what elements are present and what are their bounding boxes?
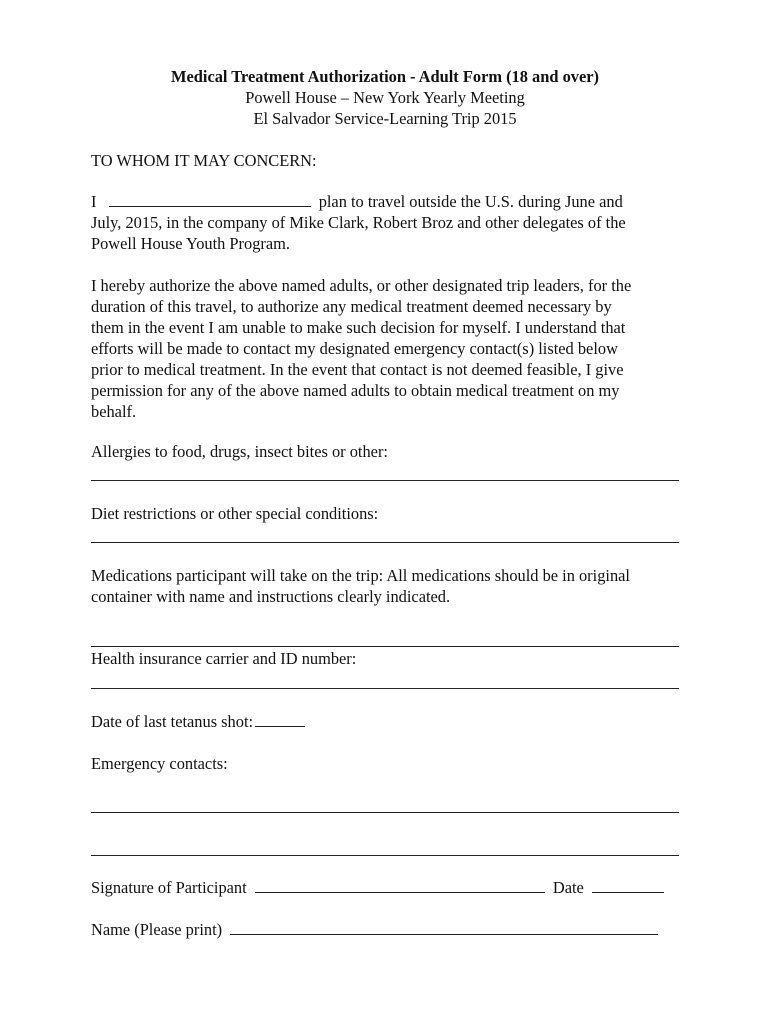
authorization-line: I hereby authorize the above named adults, or other designated trip leaders, for the: [91, 276, 632, 295]
trip-line: El Salvador Service-Learning Trip 2015: [253, 109, 517, 128]
allergies-line[interactable]: [91, 480, 679, 481]
authorization-line: efforts will be made to contact my designated emergency contact(s) listed below: [91, 339, 618, 358]
tetanus-row: [91, 711, 305, 732]
intro-paragraph: [91, 191, 691, 254]
intro-line-1-rest: plan to travel outside the U.S. during June and: [318, 192, 623, 211]
emergency-contact-line[interactable]: [91, 812, 679, 813]
authorization-line: them in the event I am unable to make such decision for myself. I understand that: [91, 318, 626, 337]
form-title: Medical Treatment Authorization - Adult Form (18 and over): [171, 67, 599, 86]
printed-name-row: [91, 919, 658, 940]
signature-blank[interactable]: [255, 877, 545, 893]
signature-row: [91, 877, 664, 898]
date-label: Date: [552, 878, 584, 897]
medications-line[interactable]: [91, 646, 679, 647]
insurance-line[interactable]: [91, 688, 679, 689]
diet-label: Diet restrictions or other special conditions:: [91, 504, 379, 523]
intro-prefix: I: [91, 192, 97, 211]
emergency-contact-line[interactable]: [91, 855, 679, 856]
intro-line-1: [91, 191, 691, 212]
authorization-paragraph: [91, 275, 691, 422]
intro-line-2: July, 2015, in the company of Mike Clark, Robert Broz and other delegates of the: [91, 213, 626, 232]
medications-label-line-2: container with name and instructions clearly indicated.: [91, 587, 451, 606]
emergency-contacts-label: Emergency contacts:: [91, 754, 228, 773]
tetanus-label: Date of last tetanus shot:: [91, 712, 254, 731]
printed-name-blank[interactable]: [230, 919, 658, 935]
medications-label-line-1: Medications participant will take on the trip: All medications should be in original: [91, 566, 630, 585]
salutation: TO WHOM IT MAY CONCERN:: [91, 151, 317, 170]
signature-label: Signature of Participant: [91, 878, 247, 897]
authorization-line: behalf.: [91, 402, 137, 421]
intro-line-3: Powell House Youth Program.: [91, 234, 290, 253]
participant-name-blank[interactable]: [109, 191, 311, 207]
insurance-label: Health insurance carrier and ID number:: [91, 649, 357, 668]
organization-line: Powell House – New York Yearly Meeting: [245, 88, 525, 107]
authorization-line: permission for any of the above named adults to obtain medical treatment on my: [91, 381, 620, 400]
tetanus-date-blank[interactable]: [255, 711, 305, 727]
diet-line[interactable]: [91, 542, 679, 543]
signature-date-blank[interactable]: [592, 877, 664, 893]
authorization-line: prior to medical treatment. In the event that contact is not deemed feasible, I give: [91, 360, 624, 379]
authorization-line: duration of this travel, to authorize any medical treatment deemed necessary by: [91, 297, 612, 316]
allergies-label: Allergies to food, drugs, insect bites or other:: [91, 442, 388, 461]
printed-name-label: Name (Please print): [91, 920, 223, 939]
